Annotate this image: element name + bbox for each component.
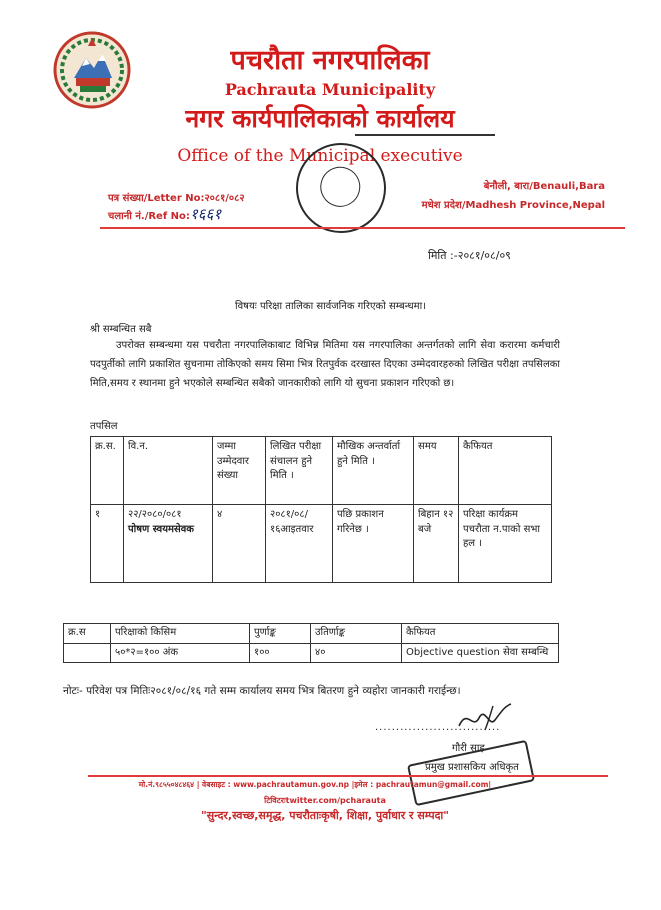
table-header-cell: उतिर्णाङ्क (311, 624, 402, 644)
footer-divider (88, 775, 608, 777)
cell-remarks: परिक्षा कार्यक्रम पचरौता न.पाको सभा हल । (459, 505, 552, 583)
table-header-cell: पुर्णाङ्क (250, 624, 311, 644)
table-cell (64, 643, 111, 663)
cell-time: बिहान १२ बजे (414, 505, 459, 583)
signatory-designation: प्रमुख प्रशासकिय अधिकृत (425, 762, 519, 773)
body-paragraph: उपरोक्त सम्बन्धमा यस पचरौता नगरपालिकाबाट विभिन्न मितिमा यस नगरपालिका अन्तर्गतको लागि सेवा करारमा कर्मचारी पदपुर्तीको लागि प्रकाशित सुचनामा तोकिएको समय सिमा भित्र रितपुर्वक दरखास्त दिएका उम्मेदवारहरुको लिखित परीक्षा तपसिलका मिति,समय र स्थानमा हुने भएकोले सम्बन्धित सबैको जानकारीको लागि यो सुचना प्रकाशन गरिएको छ। (90, 340, 560, 389)
address-line-2: मधेश प्रदेश/Madhesh Province,Nepal (421, 200, 605, 211)
footer-contact: मो.नं.९८५५०४८४६४ | वेबसाइट : www.pachrautamun.gov.np |इमेल : pachrautamun@gmail.com| (138, 780, 492, 789)
note-text: नोटः- परिवेश पत्र मितिः२०८१/०८/१६ गते सम्म कार्यालय समय भित्र बितरण हुने व्यहोरा जानकारी गराईन्छ। (63, 685, 461, 697)
table-header-cell: जम्मा उम्मेदवार संख्या (213, 437, 266, 505)
municipality-name-np: पचरौता नगरपालिका (230, 45, 430, 76)
address-line-1: बेनौली, बारा/Benauli,Bara (483, 181, 605, 192)
cell-interview: पछि प्रकाशन गरिनेछ । (333, 505, 414, 583)
subject-line: विषयः परिक्षा तालिका सार्वजनिक गरिएको सम्बन्धमा। (235, 301, 426, 312)
table-header-row (64, 624, 559, 644)
table-header-cell: वि.न. (124, 437, 213, 505)
table-cell: १०० (250, 643, 311, 663)
office-underline (355, 134, 495, 136)
footer-twitter: टिविटरःtwitter.com/pcharauta (264, 796, 386, 805)
cell-vn (124, 505, 213, 583)
nepal-emblem (52, 30, 132, 110)
post-name: पोषण स्वयमसेवक (128, 523, 194, 535)
tapasil-label: तपसिल (90, 421, 118, 432)
table-cell: ५०*२=१०० अंक (111, 643, 250, 663)
cell-count: ४ (213, 505, 266, 583)
letter-date: मिति :-२०८१/०८/०९ (428, 249, 511, 262)
salutation: श्री सम्बन्धित सबै (90, 324, 152, 335)
office-name-np: नगर कार्यपालिकाको कार्यालय (185, 104, 455, 133)
exam-schedule-table (90, 436, 552, 583)
table-cell: ४० (311, 643, 402, 663)
cell-written-date: २०८१/०८/ १६आइतवार (266, 505, 333, 583)
table-header-cell: लिखित परीक्षा संचालन हुने मिति । (266, 437, 333, 505)
table-header-cell: कैफियत (459, 437, 552, 505)
footer-slogan: "सुन्दर,स्वच्छ,समृद्ध, पचरौताःकृषी, शिक्षा, पुर्वाधार र सम्पदा" (201, 809, 449, 822)
signatory-name: गौरी साह (452, 743, 485, 754)
table-header-cell: समय (414, 437, 459, 505)
table-row (91, 505, 552, 583)
table-header-cell: परिक्षाको किसिम (111, 624, 250, 644)
municipality-name-en: Pachrauta Municipality (224, 80, 436, 99)
table-header-cell: मौखिक अन्तर्वार्ता हुने मिति । (333, 437, 414, 505)
signature-dots: .............................. (375, 722, 501, 733)
letter-number: पत्र संख्या/Letter No:२०८१/०८२ (108, 193, 245, 204)
ref-number-label: चलानी नं./Ref No: (108, 211, 190, 222)
office-name-en: Office of the Municipal executive (177, 146, 463, 166)
table-row (64, 643, 559, 663)
header-divider (100, 227, 625, 229)
cell-sn: १ (91, 505, 124, 583)
table-cell: Objective question सेवा सम्बन्धि (402, 643, 559, 663)
table-header-row (91, 437, 552, 505)
table-header-cell: क्र.स (64, 624, 111, 644)
exam-marks-table (63, 623, 559, 663)
table-header-cell: क्र.स. (91, 437, 124, 505)
table-header-cell: कैफियत (402, 624, 559, 644)
vn-number: २२/२०८०/०८१ (128, 509, 182, 520)
ref-number-value: १६६१ (190, 205, 222, 223)
